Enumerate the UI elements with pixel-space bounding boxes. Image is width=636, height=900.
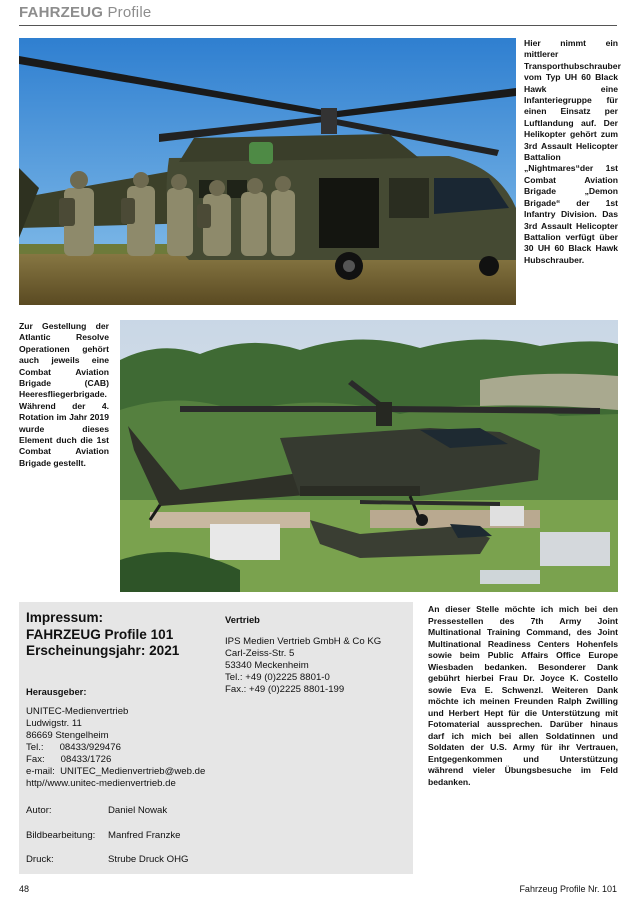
credit-label: Bildbearbeitung: xyxy=(26,830,96,841)
herausgeber-label: Herausgeber: xyxy=(26,686,87,697)
impressum-box xyxy=(19,602,413,874)
impressum-title xyxy=(26,610,179,660)
vertrieb-phone: Tel.: +49 (0)2225 8801-0 xyxy=(225,672,330,683)
impressum-title-line1: Impressum: xyxy=(26,610,104,625)
credit-author xyxy=(26,805,168,816)
herausgeber-fax: Fax: 08433/1726 xyxy=(26,754,112,765)
caption-black-hawk: Hier nimmt ein mittlerer Transporthubschrauber vom Typ UH 60 Black Hawk eine Infanteriegruppe für einen Einsatz per Luftlandung auf. Der Helikopter gehört zum 3rd Assault Helicopter Battalion „Nightmares“der 1st Combat Aviation Brigade „Demon Brigade“ der 1st Infantry Division. Das 3rd Assault Helicopter Battalion verfügt über 30 UH 60 Black Hawk Hubschrauber. xyxy=(524,38,621,265)
vertrieb-label: Vertrieb xyxy=(225,614,260,625)
credit-image-editing xyxy=(26,830,181,841)
vertrieb-line: Carl-Zeiss-Str. 5 xyxy=(225,648,295,659)
vertrieb-address xyxy=(225,636,381,696)
credit-value: Manfred Franzke xyxy=(108,830,181,841)
credit-label: Druck: xyxy=(26,854,54,865)
credit-label: Autor: xyxy=(26,805,52,816)
acknowledgements-text: An dieser Stelle möchte ich mich bei den Pressestellen des 7th Army Joint Multinational Training Command, des Joint Multinational Readiness Centers Hohenfels sowie beim Public Affairs Office Europe Wiesbaden bedanken. Besonderer Dank gebührt hierbei Frau Dr. Joyce K. Costello sowie Eva E. Schwenzl. Weiteren Dank möchte ich meinen Freunden Ralph Zwilling und Herbert Hept für die Unterstützung mit Fotomaterial aussprechen. Darüber hinaus darf ich mich bei allen Soldatinnen und Soldaten der U.S. Army für ihr Vertrauen, Entgegenkommen und Unterstützung während vieler Übungsbesuche im Feld bedanken. xyxy=(428,604,618,787)
herausgeber-email: e-mail: UNITEC_Medienvertrieb@web.de xyxy=(26,766,206,777)
footer-publication: Fahrzeug Profile Nr. 101 xyxy=(519,884,617,894)
credit-value: Strube Druck OHG xyxy=(108,854,189,865)
header-rule xyxy=(19,25,617,26)
herausgeber-address xyxy=(26,706,205,790)
impressum-title-line3: Erscheinungsjahr: 2021 xyxy=(26,643,180,658)
caption-apache: Zur Gestellung der Atlantic Resolve Operationen gehört auch jeweils eine Combat Aviation Brigade (CAB) Heeresfliegerbrigade. Während der 4. Rotation im Jahr 2019 wurde dieses Element duch die 1st Combat Aviation Brigade gestellt. xyxy=(19,321,109,468)
photo-apache-helicopters xyxy=(120,320,618,592)
herausgeber-phone: Tel.: 08433/929476 xyxy=(26,742,121,753)
page-number: 48 xyxy=(19,884,30,894)
vertrieb-fax: Fax.: +49 (0)2225 8801-199 xyxy=(225,684,345,695)
credit-value: Daniel Nowak xyxy=(108,805,168,816)
header-title-bold: FAHRZEUG xyxy=(19,4,104,21)
running-header xyxy=(19,4,151,21)
impressum-title-line2: FAHRZEUG Profile 101 xyxy=(26,626,174,642)
herausgeber-line: UNITEC-Medienvertrieb xyxy=(26,706,129,717)
herausgeber-line: 86669 Stengelheim xyxy=(26,730,109,741)
vertrieb-line: 53340 Meckenheim xyxy=(225,660,309,671)
vertrieb-line: IPS Medien Vertrieb GmbH & Co KG xyxy=(225,636,382,647)
herausgeber-line: Ludwigstr. 11 xyxy=(26,718,82,729)
herausgeber-website: http//www.unitec-medienvertrieb.de xyxy=(26,778,176,789)
photo-black-hawk xyxy=(19,38,516,305)
credit-printing xyxy=(26,854,189,865)
header-title-light: Profile xyxy=(103,4,152,21)
